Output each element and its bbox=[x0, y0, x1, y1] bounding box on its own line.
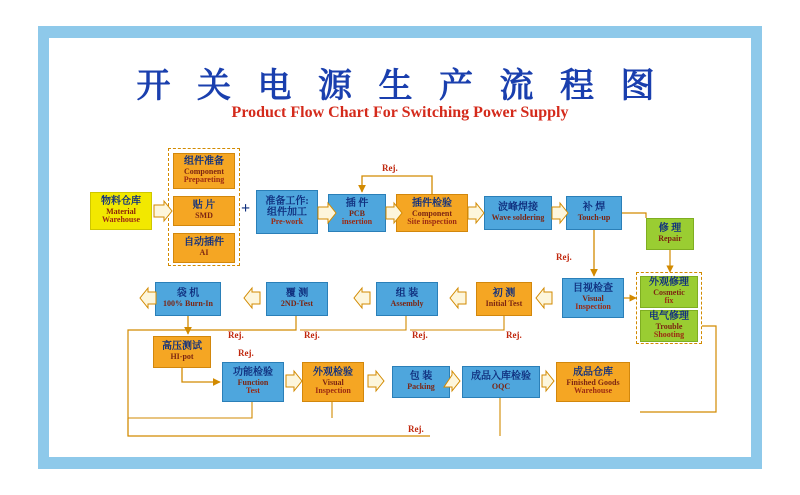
node-label-en: Component bbox=[411, 208, 452, 218]
node-label-cn: 成品仓库 bbox=[573, 366, 613, 378]
node-label-cn: 覆 测 bbox=[285, 288, 309, 300]
node-label-cn: 贴 片 bbox=[192, 200, 216, 212]
node-label-cn: 准备工作: bbox=[265, 195, 309, 207]
node-label-cn: 插件检验 bbox=[412, 197, 452, 209]
node-label-en: Finished Goods bbox=[566, 377, 620, 387]
rej-label-insertion: Rej. bbox=[382, 163, 398, 173]
node-label-en: Visual bbox=[322, 377, 344, 387]
node-label-en2: Warehouse bbox=[101, 215, 141, 225]
node-label-en2: fix bbox=[664, 296, 674, 306]
node-label-en2: Prepareting bbox=[183, 175, 225, 185]
node-label-cn: 自动插件 bbox=[184, 237, 224, 249]
node-label-cn: 补 焊 bbox=[582, 202, 606, 214]
node-label-en: Assembly bbox=[390, 299, 424, 309]
node-label-cn: 外观检验 bbox=[313, 366, 353, 378]
node-label-cn: 电气修理 bbox=[649, 310, 689, 322]
node-label-en: Function bbox=[237, 377, 269, 387]
node-label-en2: Inspection bbox=[315, 386, 351, 396]
node-label-en2: Inspection bbox=[575, 302, 611, 312]
node-label-en: Repair bbox=[658, 234, 682, 244]
node-label-cn2: 组件加工 bbox=[267, 206, 307, 218]
node-label-en: Wave soldering bbox=[491, 213, 545, 223]
node-label-en: Visual bbox=[582, 293, 604, 303]
node-label-cn: 组件准备 bbox=[184, 155, 224, 167]
node-label-en: Trouble bbox=[655, 321, 683, 331]
node-label-en: Cosmetic bbox=[653, 287, 685, 297]
node-label-en: Packing bbox=[407, 382, 435, 392]
node-label-en2: insertion bbox=[341, 217, 373, 227]
rej-label-visual: Rej. bbox=[506, 330, 522, 340]
node-label-cn: 波峰焊接 bbox=[498, 202, 538, 214]
node-label-en: Material bbox=[106, 206, 136, 216]
node-label-cn: 成品入库检验 bbox=[471, 371, 531, 383]
rej-label-soldering: Rej. bbox=[556, 252, 572, 262]
node-label-en: 100% Burn-In bbox=[162, 299, 213, 309]
node-label-cn: 组 装 bbox=[395, 288, 419, 300]
node-label-en: HI-pot bbox=[170, 352, 194, 362]
node-label-en: Component bbox=[183, 166, 224, 176]
node-label-cn: 修 理 bbox=[658, 223, 682, 235]
node-label-cn: 包 装 bbox=[409, 371, 433, 383]
node-label-cn: 插 件 bbox=[345, 197, 369, 209]
node-label-en: Initial Test bbox=[485, 299, 523, 309]
node-label-en2: Test bbox=[246, 386, 260, 396]
node-label-en2: Pre-work bbox=[270, 217, 304, 227]
node-label-cn: 外观修理 bbox=[649, 276, 689, 288]
rej-label-assembly: Rej. bbox=[304, 330, 320, 340]
node-label-cn: 功能检验 bbox=[233, 366, 273, 378]
node-label-cn: 初 测 bbox=[492, 288, 516, 300]
node-label-en: Touch-up bbox=[577, 213, 611, 223]
node-label-en: SMD bbox=[195, 211, 213, 221]
node-label-en: OQC bbox=[491, 382, 511, 392]
plus-sign: + bbox=[241, 200, 251, 217]
node-label-en: PCB bbox=[349, 208, 365, 218]
rej-label-initial-test: Rej. bbox=[412, 330, 428, 340]
node-label-en2: Warehouse bbox=[573, 386, 613, 396]
node-label-cn: 高压测试 bbox=[162, 341, 202, 353]
node-label-en: 2ND-Test bbox=[280, 299, 314, 309]
rej-label-2nd-test: Rej. bbox=[228, 330, 244, 340]
rej-label-bottom: Rej. bbox=[408, 424, 424, 434]
node-label-en: AI bbox=[199, 248, 209, 258]
node-label-cn: 目视检查 bbox=[573, 282, 613, 294]
node-label-cn: 物料仓库 bbox=[101, 195, 141, 207]
node-label-cn: 袋 机 bbox=[176, 288, 200, 300]
node-label-en2: Shooting bbox=[653, 330, 685, 340]
page-title-cn: 开 关 电 源 生 产 流 程 图 bbox=[136, 68, 664, 105]
rej-label-hipot: Rej. bbox=[238, 348, 254, 358]
page-title-en: Product Flow Chart For Switching Power Supply bbox=[231, 104, 569, 121]
node-label-en2: Site inspection bbox=[407, 217, 457, 227]
